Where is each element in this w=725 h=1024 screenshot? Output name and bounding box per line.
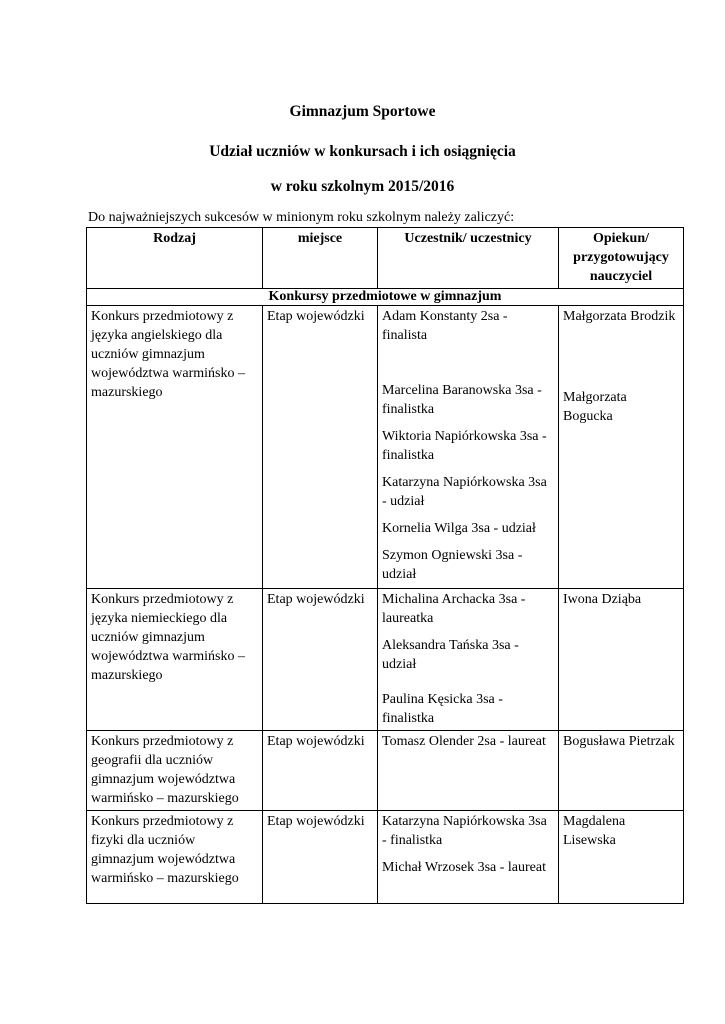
cell-opiekun — [559, 811, 684, 904]
teacher: Iwona Dziąba — [563, 592, 642, 607]
table-row — [87, 589, 684, 731]
participant: Marcelina Baranowska 3sa - finalistka — [382, 383, 542, 417]
participant: Paulina Kęsicka 3sa - finalistka — [382, 692, 503, 726]
cell-miejsce: Etap wojewódzki — [263, 306, 378, 589]
header-opiekun: Opiekun/ przygotowujący nauczyciel — [559, 228, 684, 289]
cell-opiekun — [559, 306, 684, 589]
cell-uczestnicy — [378, 306, 559, 589]
teacher: Bogusława Pietrzak — [563, 734, 675, 749]
school-year-heading: w roku szkolnym 2015/2016 — [270, 178, 455, 195]
participant: Michał Wrzosek 3sa - laureat — [382, 860, 547, 875]
table-row — [87, 811, 684, 904]
teacher: Magdalena Lisewska — [563, 814, 626, 848]
achievements-table — [86, 227, 684, 904]
participant: Kornelia Wilga 3sa - udział — [382, 521, 536, 536]
section-row — [87, 289, 684, 306]
table-row — [87, 306, 684, 589]
cell-rodzaj: Konkurs przedmiotowy z fizyki dla uczniów gimnazjum województwa warmińsko – mazurskiego — [87, 811, 263, 904]
teacher: Małgorzata Bogucka — [563, 390, 627, 424]
cell-uczestnicy — [378, 811, 559, 904]
header-uczestnicy: Uczestnik/ uczestnicy — [378, 228, 559, 289]
cell-rodzaj: Konkurs przedmiotowy z języka angielskiego dla uczniów gimnazjum województwa warmińsko – mazurskiego — [87, 306, 263, 589]
cell-miejsce: Etap wojewódzki — [263, 731, 378, 811]
participant: Michalina Archacka 3sa - laureatka — [382, 592, 526, 626]
participant: Wiktoria Napiórkowska 3sa - finalistka — [382, 429, 547, 463]
document-title: Udział uczniów w konkursach i ich osiągnięcia — [209, 143, 516, 160]
header-rodzaj: Rodzaj — [87, 228, 263, 289]
intro-text: Do najważniejszych sukcesów w minionym roku szkolnym należy zaliczyć: — [88, 210, 515, 225]
cell-rodzaj: Konkurs przedmiotowy z geografii dla uczniów gimnazjum województwa warmińsko – mazurskiego — [87, 731, 263, 811]
cell-uczestnicy — [378, 731, 559, 811]
section-title: Konkursy przedmiotowe w gimnazjum — [87, 289, 684, 306]
cell-opiekun — [559, 731, 684, 811]
cell-rodzaj: Konkurs przedmiotowy z języka niemieckiego dla uczniów gimnazjum województwa warmińsko – mazurskiego — [87, 589, 263, 731]
table-row — [87, 731, 684, 811]
school-name-heading: Gimnazjum Sportowe — [289, 103, 436, 120]
participant: Szymon Ogniewski 3sa - udział — [382, 548, 523, 582]
cell-uczestnicy — [378, 589, 559, 731]
header-miejsce: miejsce — [263, 228, 378, 289]
participant: Katarzyna Napiórkowska 3sa - finalistka — [382, 814, 547, 848]
table-header-row — [87, 228, 684, 289]
participant: Tomasz Olender 2sa - laureat — [382, 734, 546, 749]
teacher: Małgorzata Brodzik — [563, 309, 676, 324]
cell-miejsce: Etap wojewódzki — [263, 811, 378, 904]
cell-opiekun — [559, 589, 684, 731]
participant: Adam Konstanty 2sa - finalista — [382, 309, 508, 343]
cell-miejsce: Etap wojewódzki — [263, 589, 378, 731]
participant: Aleksandra Tańska 3sa - udział — [382, 638, 519, 672]
participant: Katarzyna Napiórkowska 3sa - udział — [382, 475, 547, 509]
